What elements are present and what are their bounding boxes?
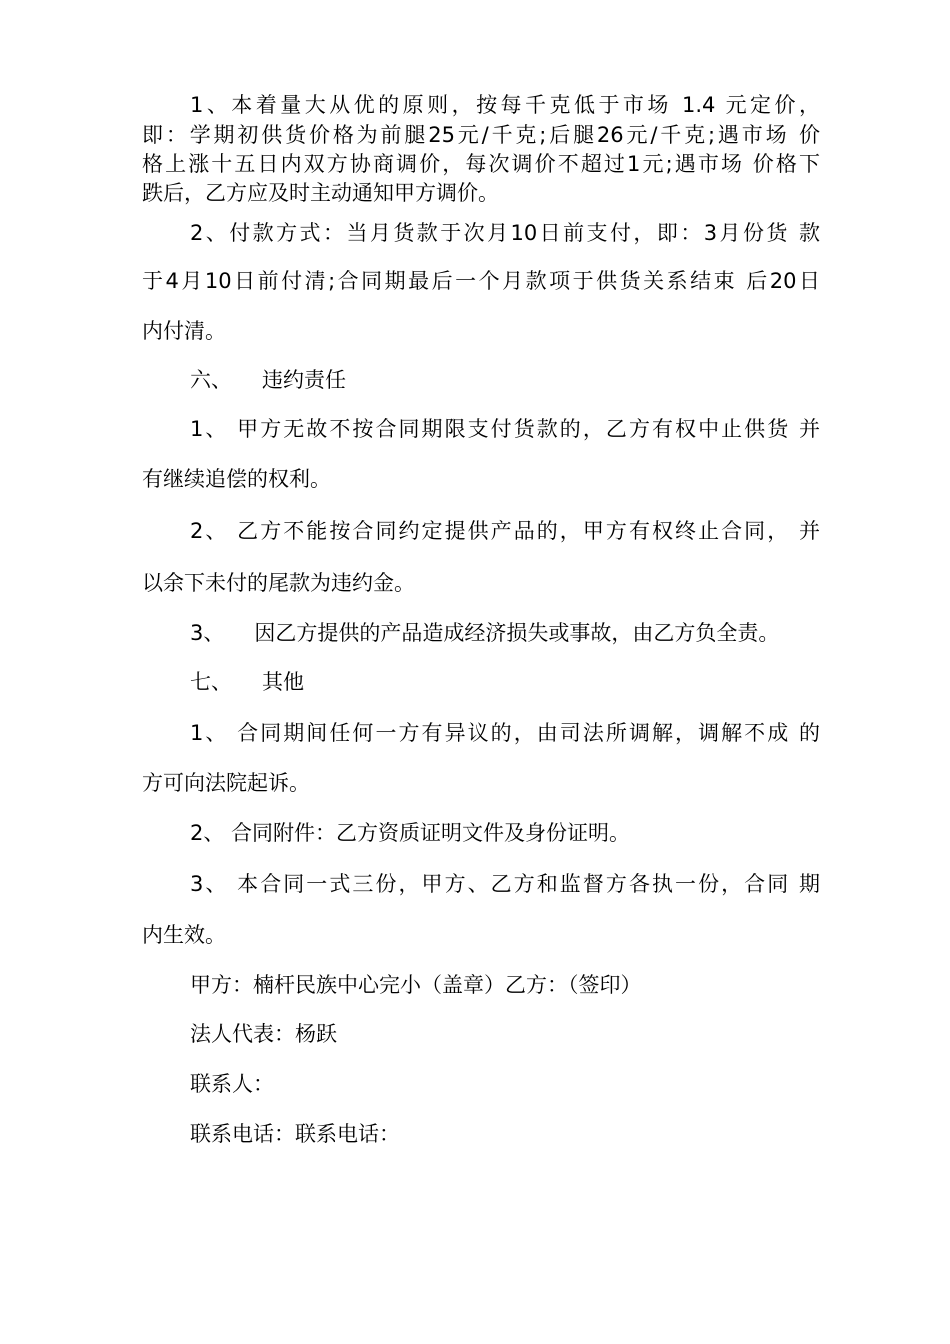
section-6-number: 六、 <box>190 368 232 392</box>
section-6-item-3-text: 因乙方提供的产品造成经济损失或事故，由乙方负全责。 <box>254 621 780 645</box>
section-6-item-1-line-1: 1、 甲方无故不按合同期限支付货款的，乙方有权中止供货 并 <box>190 417 820 441</box>
section-6-item-2-line-1: 2、 乙方不能按合同约定提供产品的，甲方有权终止合同， 并 <box>190 519 820 543</box>
clause-2-line-3: 内付清。 <box>142 319 226 343</box>
section-7-item-1-line-1: 1、 合同期间任何一方有异议的，由司法所调解，调解不成 的 <box>190 721 820 745</box>
signature-parties: 甲方：楠杆民族中心完小（盖章）乙方：（签印） <box>190 973 642 997</box>
section-6-heading <box>190 367 820 393</box>
section-7-item-2: 2、 合同附件：乙方资质证明文件及身份证明。 <box>190 821 631 845</box>
section-7-heading <box>190 669 820 695</box>
section-6-title: 违约责任 <box>262 368 346 392</box>
clause-1-line-4: 跌后，乙方应及时主动通知甲方调价。 <box>142 181 499 205</box>
section-6-item-3-number: 3、 <box>190 621 225 645</box>
section-7-item-3-line-2: 内生效。 <box>142 923 226 947</box>
section-6-item-2-line-2: 以余下未付的尾款为违约金。 <box>142 571 415 595</box>
signature-legal-representative: 法人代表：杨跃 <box>190 1022 337 1046</box>
section-7-item-3-line-1: 3、 本合同一式三份，甲方、乙方和监督方各执一份，合同 期 <box>190 872 820 896</box>
section-6-item-1-line-2: 有继续追偿的权利。 <box>142 467 331 491</box>
clause-2-line-1: 2、付款方式：当月货款于次月10日前支付，即：3月份货 款 <box>190 221 820 245</box>
clause-1-line-3: 格上涨十五日内双方协商调价，每次调价不超过1元;遇市场 价格下 <box>142 152 820 176</box>
section-7-number: 七、 <box>190 670 232 694</box>
section-6-item-3 <box>190 620 820 646</box>
clause-1-line-2: 即：学期初供货价格为前腿25元/千克;后腿26元/千克;遇市场 价 <box>142 123 820 147</box>
signature-phone: 联系电话：联系电话： <box>190 1122 400 1146</box>
section-7-title: 其他 <box>262 670 304 694</box>
signature-contact-person: 联系人： <box>190 1072 274 1096</box>
clause-2-line-2: 于4月10日前付清;合同期最后一个月款项于供货关系结束 后20日 <box>142 269 820 293</box>
clause-1-line-1: 1、本着量大从优的原则，按每千克低于市场 1.4 元定价， <box>190 93 820 117</box>
section-7-item-1-line-2: 方可向法院起诉。 <box>142 771 310 795</box>
